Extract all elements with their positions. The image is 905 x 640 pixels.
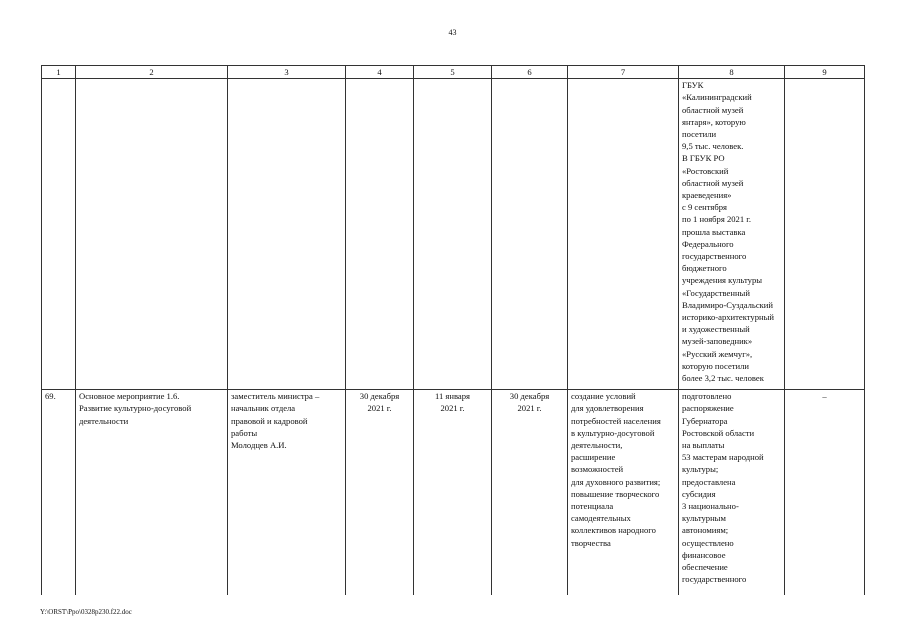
- actual-start-cell: 11 января 2021 г.: [414, 390, 492, 596]
- column-header: 7: [568, 66, 679, 79]
- empty-cell: [492, 79, 568, 390]
- column-header: 6: [492, 66, 568, 79]
- actual-results-cell: подготовлено распоряжение Губернатора Ростовской области на выплаты 53 мастерам народной культуры; предоставлена субсидия 3 национально- культурным автономиям; осуществлено финансовое обеспечение государственного: [679, 390, 785, 596]
- page-number: 43: [448, 28, 457, 37]
- column-header: 2: [76, 66, 228, 79]
- empty-cell: [346, 79, 414, 390]
- report-table: [41, 65, 865, 595]
- table-row: [42, 79, 865, 390]
- actual-end-cell: 30 декабря 2021 г.: [492, 390, 568, 596]
- column-header: 5: [414, 66, 492, 79]
- column-header: 9: [785, 66, 865, 79]
- column-header: 1: [42, 66, 76, 79]
- planned-end-cell: 30 декабря 2021 г.: [346, 390, 414, 596]
- empty-cell: [42, 79, 76, 390]
- row-number-cell: 69.: [42, 390, 76, 596]
- column-header: 3: [228, 66, 346, 79]
- table-row: [42, 390, 865, 596]
- column-header: 4: [346, 66, 414, 79]
- column-number-row: [42, 66, 865, 79]
- empty-cell: [228, 79, 346, 390]
- event-name-cell: Основное мероприятие 1.6. Развитие культурно-досуговой деятельности: [76, 390, 228, 596]
- responsible-cell: заместитель министра – начальник отдела правовой и кадровой работы Молодцев А.И.: [228, 390, 346, 596]
- reasons-cell: –: [785, 390, 865, 596]
- empty-cell: [785, 79, 865, 390]
- empty-cell: [76, 79, 228, 390]
- empty-cell: [414, 79, 492, 390]
- actual-results-cell: ГБУК «Калининградский областной музей янтаря», которую посетили 9,5 тыс. человек. В ГБУК РО «Ростовский областной музей краеведения» с 9 сентября по 1 ноября 2021 г. прошла выставка Федерального государственного бюджетного учреждения культуры «Государственный Владимиро-Суздальский историко-архитектурный и художественный музей-заповедник» «Русский жемчуг», которую посетили более 3,2 тыс. человек: [679, 79, 785, 390]
- empty-cell: [568, 79, 679, 390]
- expected-results-cell: создание условий для удовлетворения потребностей населения в культурно-досуговой деятельности, расширение возможностей для духовного развития; повышение творческого потенциала самодеятельных коллективов народного творчества: [568, 390, 679, 596]
- file-path-footer: Y:\ORST\Ppo\0328p230.f22.doc: [40, 608, 132, 616]
- column-header: 8: [679, 66, 785, 79]
